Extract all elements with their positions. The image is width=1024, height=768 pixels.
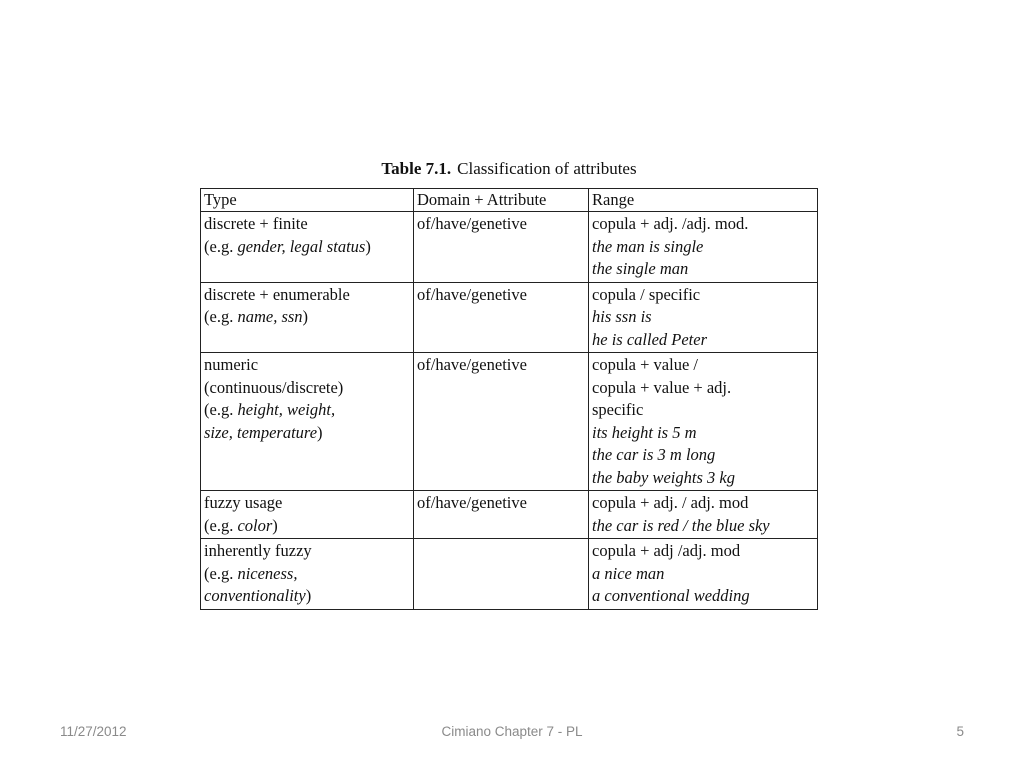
range-cell bbox=[589, 539, 818, 610]
type-line: (e.g. color) bbox=[204, 515, 278, 535]
range-line: copula / specific bbox=[592, 284, 701, 304]
table-number: Table 7.1. bbox=[381, 159, 452, 178]
footer-title: Cimiano Chapter 7 - PL bbox=[441, 724, 583, 739]
type-cell bbox=[201, 212, 414, 283]
table-title: Classification of attributes bbox=[457, 159, 637, 178]
range-line: a nice man bbox=[592, 563, 665, 583]
domain-cell bbox=[414, 353, 589, 491]
range-cell bbox=[589, 282, 818, 353]
type-cell bbox=[201, 539, 414, 610]
domain-cell bbox=[414, 539, 589, 610]
type-line: (e.g. gender, legal status) bbox=[204, 236, 371, 256]
range-line: specific bbox=[592, 400, 644, 419]
header-cell: Range bbox=[589, 189, 818, 212]
header-cell: Type bbox=[201, 189, 414, 212]
range-line: the car is 3 m long bbox=[592, 445, 716, 464]
range-line: copula + adj. /adj. mod. bbox=[592, 214, 749, 233]
type-line: (e.g. height, weight, bbox=[204, 400, 336, 419]
table-row bbox=[201, 353, 818, 491]
type-line: discrete + enumerable bbox=[204, 284, 350, 304]
range-line: the single man bbox=[592, 259, 689, 278]
domain-line: of/have/genetive bbox=[417, 284, 527, 304]
type-line: (continuous/discrete) bbox=[204, 377, 344, 397]
type-cell bbox=[201, 282, 414, 353]
attributes-table bbox=[200, 188, 818, 610]
range-line: the man is single bbox=[592, 236, 704, 256]
type-line: conventionality) bbox=[204, 586, 312, 605]
range-line: his ssn is bbox=[592, 307, 652, 326]
domain-line: of/have/genetive bbox=[417, 493, 527, 512]
type-line: fuzzy usage bbox=[204, 493, 283, 512]
table-row bbox=[201, 491, 818, 539]
type-line: numeric bbox=[204, 355, 259, 374]
table-row bbox=[201, 539, 818, 610]
range-line: a conventional wedding bbox=[592, 586, 750, 605]
range-line: the baby weights 3 kg bbox=[592, 467, 735, 487]
range-line: its height is 5 m bbox=[592, 422, 697, 442]
domain-cell bbox=[414, 212, 589, 283]
type-cell bbox=[201, 491, 414, 539]
type-line: inherently fuzzy bbox=[204, 541, 312, 560]
footer-date: 11/27/2012 bbox=[60, 724, 127, 739]
type-line: (e.g. niceness, bbox=[204, 563, 298, 583]
range-line: copula + adj /adj. mod bbox=[592, 541, 741, 560]
domain-cell bbox=[414, 491, 589, 539]
table-row bbox=[201, 212, 818, 283]
table-caption bbox=[200, 159, 818, 179]
footer-page-number: 5 bbox=[956, 724, 964, 739]
table-header-row bbox=[201, 189, 818, 212]
range-line: copula + value / bbox=[592, 355, 698, 374]
type-line: (e.g. name, ssn) bbox=[204, 307, 309, 326]
domain-line: of/have/genetive bbox=[417, 214, 527, 233]
domain-line: of/have/genetive bbox=[417, 355, 527, 374]
range-cell bbox=[589, 491, 818, 539]
domain-cell bbox=[414, 282, 589, 353]
range-line: copula + value + adj. bbox=[592, 377, 732, 397]
header-cell: Domain + Attribute bbox=[414, 189, 589, 212]
table-row bbox=[201, 282, 818, 353]
range-cell bbox=[589, 212, 818, 283]
range-cell bbox=[589, 353, 818, 491]
type-cell bbox=[201, 353, 414, 491]
range-line: copula + adj. / adj. mod bbox=[592, 493, 749, 512]
range-line: he is called Peter bbox=[592, 329, 708, 349]
range-line: the car is red / the blue sky bbox=[592, 515, 770, 535]
type-line: discrete + finite bbox=[204, 214, 308, 233]
type-line: size, temperature) bbox=[204, 422, 323, 442]
